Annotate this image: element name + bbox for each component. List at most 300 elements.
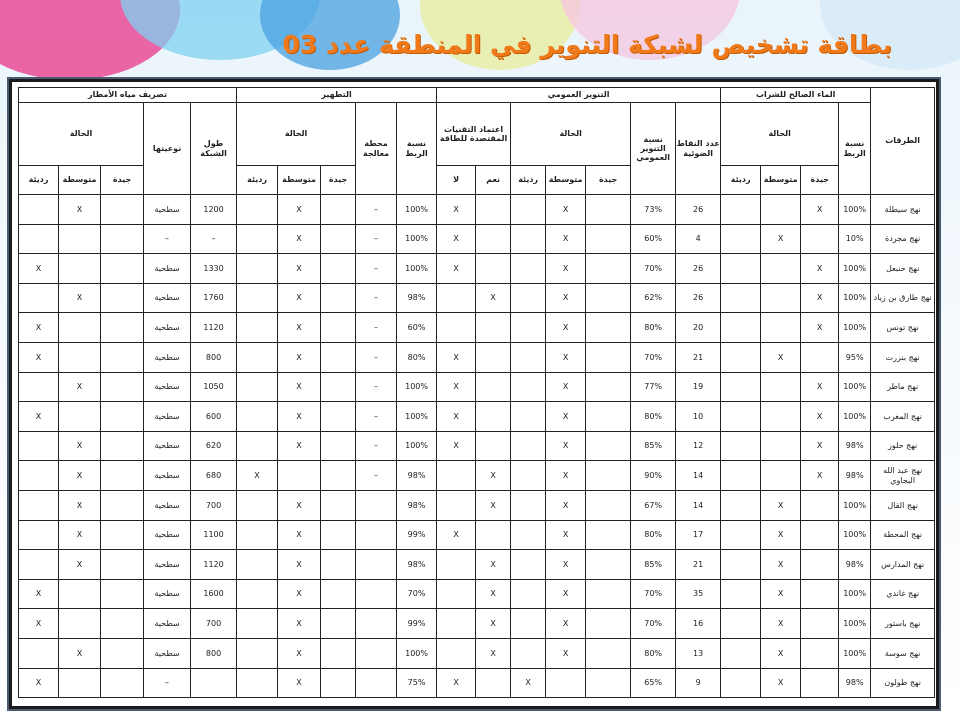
drainage-medium-cell: X <box>59 431 101 461</box>
energy-no-cell: X <box>437 224 476 254</box>
table-frame <box>9 79 939 709</box>
drainage-good-cell <box>101 550 144 580</box>
light-points-cell: 26 <box>676 254 721 284</box>
header-sanitation-status: الحالة <box>237 103 356 166</box>
road-name-cell: نهج ماطر <box>871 372 935 402</box>
header-sanitation-ratio: نسبة الربط <box>397 103 437 195</box>
lighting-ratio-cell: 80% <box>631 638 676 668</box>
drainage-medium-cell <box>59 224 101 254</box>
water-poor-cell <box>721 402 761 432</box>
water-medium-cell: X <box>761 520 801 550</box>
table-row <box>19 550 935 580</box>
drainage-medium-cell: X <box>59 372 101 402</box>
sanitation-ratio-cell: 98% <box>397 461 437 491</box>
lighting-ratio-cell: 80% <box>631 402 676 432</box>
road-name-cell: نهج غاندي <box>871 579 935 609</box>
energy-no-cell: X <box>437 520 476 550</box>
lighting-poor-cell <box>511 313 546 343</box>
network-length-cell: 800 <box>191 342 237 372</box>
sanitation-medium-cell: X <box>278 490 321 520</box>
lighting-medium-cell: X <box>546 402 586 432</box>
header-good: جيدة <box>801 166 839 195</box>
road-name-cell: نهج القال <box>871 490 935 520</box>
header-network-type: نوعيتها <box>144 103 191 195</box>
header-no: لا <box>437 166 476 195</box>
light-points-cell: 21 <box>676 550 721 580</box>
drainage-good-cell <box>101 609 144 639</box>
water-ratio-cell: 100% <box>839 490 871 520</box>
treatment-station-cell <box>356 579 397 609</box>
network-length-cell: 1120 <box>191 550 237 580</box>
lighting-good-cell <box>586 461 631 491</box>
energy-no-cell: X <box>437 195 476 225</box>
energy-no-cell <box>437 313 476 343</box>
sanitation-good-cell <box>321 579 356 609</box>
sanitation-poor-cell <box>237 638 278 668</box>
light-points-cell: 35 <box>676 579 721 609</box>
energy-yes-cell: X <box>476 609 511 639</box>
water-poor-cell <box>721 609 761 639</box>
network-length-cell: 1330 <box>191 254 237 284</box>
energy-no-cell: X <box>437 342 476 372</box>
drainage-poor-cell: X <box>19 342 59 372</box>
header-medium: متوسطة <box>761 166 801 195</box>
lighting-ratio-cell: 80% <box>631 520 676 550</box>
water-ratio-cell: 100% <box>839 195 871 225</box>
water-poor-cell <box>721 224 761 254</box>
water-poor-cell <box>721 638 761 668</box>
drainage-poor-cell: X <box>19 402 59 432</box>
drainage-poor-cell <box>19 195 59 225</box>
table-row <box>19 431 935 461</box>
sanitation-ratio-cell: 100% <box>397 372 437 402</box>
water-good-cell <box>801 490 839 520</box>
drainage-poor-cell <box>19 520 59 550</box>
lighting-medium-cell: X <box>546 224 586 254</box>
lighting-medium-cell <box>546 668 586 698</box>
table-row <box>19 461 935 491</box>
water-medium-cell <box>761 313 801 343</box>
light-points-cell: 20 <box>676 313 721 343</box>
sanitation-medium-cell: X <box>278 372 321 402</box>
network-type-cell: سطحية <box>144 283 191 313</box>
lighting-medium-cell: X <box>546 283 586 313</box>
sanitation-good-cell <box>321 224 356 254</box>
diagnosis-table <box>18 87 935 698</box>
network-length-cell: – <box>191 224 237 254</box>
header-sanitation: التطهير <box>237 88 437 103</box>
header-yes: نعم <box>476 166 511 195</box>
water-good-cell: X <box>801 402 839 432</box>
sanitation-good-cell <box>321 431 356 461</box>
network-type-cell: سطحية <box>144 461 191 491</box>
treatment-station-cell <box>356 550 397 580</box>
water-good-cell <box>801 520 839 550</box>
water-good-cell: X <box>801 313 839 343</box>
sanitation-good-cell <box>321 372 356 402</box>
header-water-ratio: نسبة الربط <box>839 103 871 195</box>
lighting-ratio-cell: 70% <box>631 342 676 372</box>
water-good-cell <box>801 579 839 609</box>
lighting-poor-cell <box>511 520 546 550</box>
treatment-station-cell: – <box>356 372 397 402</box>
lighting-medium-cell: X <box>546 431 586 461</box>
lighting-ratio-cell: 90% <box>631 461 676 491</box>
treatment-station-cell: – <box>356 224 397 254</box>
network-length-cell: 800 <box>191 638 237 668</box>
lighting-ratio-cell: 65% <box>631 668 676 698</box>
lighting-good-cell <box>586 520 631 550</box>
energy-yes-cell <box>476 402 511 432</box>
drainage-poor-cell: X <box>19 668 59 698</box>
water-medium-cell <box>761 461 801 491</box>
energy-yes-cell <box>476 342 511 372</box>
sanitation-ratio-cell: 100% <box>397 254 437 284</box>
network-length-cell: 700 <box>191 490 237 520</box>
lighting-good-cell <box>586 342 631 372</box>
drainage-good-cell <box>101 638 144 668</box>
energy-no-cell <box>437 490 476 520</box>
network-length-cell: 1200 <box>191 195 237 225</box>
lighting-ratio-cell: 60% <box>631 224 676 254</box>
road-name-cell: نهج حلوز <box>871 431 935 461</box>
energy-yes-cell <box>476 254 511 284</box>
network-length-cell: 620 <box>191 431 237 461</box>
lighting-good-cell <box>586 283 631 313</box>
header-light-points: عدد النقاط الضوئية <box>676 103 721 195</box>
drainage-good-cell <box>101 283 144 313</box>
sanitation-poor-cell <box>237 668 278 698</box>
sanitation-medium-cell: X <box>278 224 321 254</box>
sanitation-ratio-cell: 98% <box>397 283 437 313</box>
light-points-cell: 14 <box>676 490 721 520</box>
lighting-ratio-cell: 67% <box>631 490 676 520</box>
page-title: بطاقة تشخيص لشبكة التنوير في المنطقة عدد 03 <box>282 30 892 59</box>
water-medium-cell <box>761 254 801 284</box>
water-poor-cell <box>721 431 761 461</box>
network-type-cell: سطحية <box>144 520 191 550</box>
header-lighting: التنوير العمومي <box>437 88 721 103</box>
sanitation-good-cell <box>321 490 356 520</box>
lighting-good-cell <box>586 372 631 402</box>
water-poor-cell <box>721 520 761 550</box>
energy-yes-cell: X <box>476 638 511 668</box>
sanitation-poor-cell <box>237 431 278 461</box>
drainage-poor-cell: X <box>19 254 59 284</box>
lighting-good-cell <box>586 402 631 432</box>
header-poor: رديئة <box>19 166 59 195</box>
drainage-medium-cell <box>59 402 101 432</box>
drainage-poor-cell <box>19 372 59 402</box>
treatment-station-cell <box>356 490 397 520</box>
lighting-medium-cell: X <box>546 372 586 402</box>
energy-yes-cell: X <box>476 550 511 580</box>
drainage-poor-cell <box>19 638 59 668</box>
network-type-cell: – <box>144 224 191 254</box>
water-good-cell <box>801 342 839 372</box>
water-good-cell <box>801 638 839 668</box>
drainage-medium-cell: X <box>59 283 101 313</box>
road-name-cell: نهج طارق بن زياد <box>871 283 935 313</box>
sanitation-poor-cell <box>237 550 278 580</box>
sanitation-medium-cell: X <box>278 195 321 225</box>
lighting-good-cell <box>586 609 631 639</box>
energy-no-cell <box>437 550 476 580</box>
network-type-cell: سطحية <box>144 254 191 284</box>
treatment-station-cell <box>356 668 397 698</box>
energy-yes-cell: X <box>476 490 511 520</box>
lighting-poor-cell <box>511 342 546 372</box>
sanitation-medium-cell: X <box>278 254 321 284</box>
table-row <box>19 668 935 698</box>
network-type-cell: سطحية <box>144 372 191 402</box>
drainage-medium-cell <box>59 609 101 639</box>
sanitation-ratio-cell: 100% <box>397 402 437 432</box>
drainage-medium-cell: X <box>59 520 101 550</box>
sanitation-ratio-cell: 98% <box>397 490 437 520</box>
water-poor-cell <box>721 195 761 225</box>
lighting-medium-cell: X <box>546 313 586 343</box>
sanitation-poor-cell <box>237 520 278 550</box>
lighting-poor-cell <box>511 283 546 313</box>
network-type-cell: سطحية <box>144 402 191 432</box>
road-name-cell: نهج تونس <box>871 313 935 343</box>
drainage-medium-cell <box>59 313 101 343</box>
light-points-cell: 26 <box>676 283 721 313</box>
lighting-poor-cell <box>511 254 546 284</box>
lighting-poor-cell <box>511 550 546 580</box>
lighting-medium-cell: X <box>546 342 586 372</box>
lighting-ratio-cell: 70% <box>631 609 676 639</box>
lighting-good-cell <box>586 313 631 343</box>
treatment-station-cell <box>356 609 397 639</box>
water-ratio-cell: 100% <box>839 254 871 284</box>
drainage-good-cell <box>101 402 144 432</box>
water-ratio-cell: 98% <box>839 550 871 580</box>
energy-no-cell <box>437 609 476 639</box>
header-drainage-status: الحالة <box>19 103 144 166</box>
water-good-cell: X <box>801 431 839 461</box>
sanitation-medium-cell: X <box>278 550 321 580</box>
water-medium-cell: X <box>761 224 801 254</box>
sanitation-good-cell <box>321 550 356 580</box>
sanitation-poor-cell <box>237 402 278 432</box>
sanitation-ratio-cell: 60% <box>397 313 437 343</box>
header-good: جيدة <box>586 166 631 195</box>
drainage-good-cell <box>101 254 144 284</box>
lighting-good-cell <box>586 431 631 461</box>
road-name-cell: نهج حنبعل <box>871 254 935 284</box>
drainage-poor-cell <box>19 490 59 520</box>
network-length-cell: 1050 <box>191 372 237 402</box>
energy-no-cell <box>437 461 476 491</box>
lighting-good-cell <box>586 224 631 254</box>
sanitation-poor-cell <box>237 579 278 609</box>
header-network-length: طول الشبكة <box>191 103 237 195</box>
water-medium-cell <box>761 431 801 461</box>
energy-yes-cell <box>476 195 511 225</box>
drainage-medium-cell: X <box>59 461 101 491</box>
water-medium-cell: X <box>761 579 801 609</box>
light-points-cell: 13 <box>676 638 721 668</box>
drainage-medium-cell <box>59 668 101 698</box>
lighting-poor-cell <box>511 372 546 402</box>
lighting-poor-cell <box>511 461 546 491</box>
light-points-cell: 4 <box>676 224 721 254</box>
water-poor-cell <box>721 254 761 284</box>
water-good-cell <box>801 609 839 639</box>
water-medium-cell: X <box>761 550 801 580</box>
header-roads: الطرقات <box>871 88 935 195</box>
network-type-cell: سطحية <box>144 609 191 639</box>
table-row <box>19 609 935 639</box>
header-lighting-status: الحالة <box>511 103 631 166</box>
road-name-cell: نهج سيطلة <box>871 195 935 225</box>
header-treatment-station: محطة معالجة <box>356 103 397 195</box>
road-name-cell: نهج عبد الله البجاوي <box>871 461 935 491</box>
drainage-good-cell <box>101 490 144 520</box>
table-row <box>19 520 935 550</box>
lighting-medium-cell: X <box>546 490 586 520</box>
network-type-cell: سطحية <box>144 579 191 609</box>
lighting-poor-cell <box>511 224 546 254</box>
network-length-cell: 700 <box>191 609 237 639</box>
water-good-cell: X <box>801 461 839 491</box>
drainage-poor-cell <box>19 550 59 580</box>
table-row <box>19 254 935 284</box>
lighting-good-cell <box>586 550 631 580</box>
sanitation-ratio-cell: 99% <box>397 609 437 639</box>
water-ratio-cell: 100% <box>839 638 871 668</box>
sanitation-medium-cell <box>278 461 321 491</box>
sanitation-ratio-cell: 99% <box>397 520 437 550</box>
energy-no-cell: X <box>437 402 476 432</box>
water-good-cell: X <box>801 254 839 284</box>
drainage-poor-cell <box>19 431 59 461</box>
sanitation-poor-cell <box>237 372 278 402</box>
header-poor: رديئة <box>721 166 761 195</box>
energy-no-cell: X <box>437 254 476 284</box>
lighting-ratio-cell: 85% <box>631 431 676 461</box>
water-ratio-cell: 98% <box>839 461 871 491</box>
sanitation-poor-cell <box>237 313 278 343</box>
drainage-good-cell <box>101 520 144 550</box>
lighting-ratio-cell: 70% <box>631 579 676 609</box>
header-poor: رديئة <box>511 166 546 195</box>
light-points-cell: 10 <box>676 402 721 432</box>
sanitation-good-cell <box>321 313 356 343</box>
treatment-station-cell: – <box>356 254 397 284</box>
header-medium: متوسطة <box>546 166 586 195</box>
drainage-medium-cell: X <box>59 550 101 580</box>
lighting-good-cell <box>586 638 631 668</box>
drainage-good-cell <box>101 195 144 225</box>
network-length-cell: 600 <box>191 402 237 432</box>
sanitation-ratio-cell: 100% <box>397 224 437 254</box>
lighting-ratio-cell: 77% <box>631 372 676 402</box>
water-ratio-cell: 98% <box>839 431 871 461</box>
water-good-cell: X <box>801 372 839 402</box>
header-water-status: الحالة <box>721 103 839 166</box>
lighting-medium-cell: X <box>546 254 586 284</box>
water-poor-cell <box>721 579 761 609</box>
sanitation-ratio-cell: 75% <box>397 668 437 698</box>
drainage-medium-cell <box>59 254 101 284</box>
water-poor-cell <box>721 668 761 698</box>
drainage-good-cell <box>101 461 144 491</box>
water-medium-cell <box>761 402 801 432</box>
water-good-cell <box>801 668 839 698</box>
water-medium-cell: X <box>761 638 801 668</box>
sanitation-medium-cell: X <box>278 402 321 432</box>
sanitation-poor-cell <box>237 342 278 372</box>
lighting-medium-cell: X <box>546 520 586 550</box>
energy-yes-cell <box>476 520 511 550</box>
water-good-cell: X <box>801 195 839 225</box>
drainage-medium-cell <box>59 342 101 372</box>
treatment-station-cell: – <box>356 461 397 491</box>
treatment-station-cell <box>356 638 397 668</box>
network-length-cell: 1120 <box>191 313 237 343</box>
water-medium-cell: X <box>761 342 801 372</box>
sanitation-medium-cell: X <box>278 313 321 343</box>
sanitation-medium-cell: X <box>278 283 321 313</box>
water-ratio-cell: 100% <box>839 283 871 313</box>
sanitation-ratio-cell: 100% <box>397 195 437 225</box>
drainage-good-cell <box>101 579 144 609</box>
water-ratio-cell: 100% <box>839 313 871 343</box>
sanitation-ratio-cell: 100% <box>397 638 437 668</box>
lighting-poor-cell <box>511 195 546 225</box>
energy-yes-cell <box>476 313 511 343</box>
light-points-cell: 12 <box>676 431 721 461</box>
water-ratio-cell: 100% <box>839 402 871 432</box>
header-good: جيدة <box>321 166 356 195</box>
header-water: الماء الصالح للشراب <box>721 88 871 103</box>
lighting-ratio-cell: 70% <box>631 254 676 284</box>
header-poor: رديئة <box>237 166 278 195</box>
lighting-good-cell <box>586 668 631 698</box>
sanitation-poor-cell <box>237 254 278 284</box>
water-ratio-cell: 100% <box>839 579 871 609</box>
drainage-poor-cell: X <box>19 579 59 609</box>
road-name-cell: نهج مجردة <box>871 224 935 254</box>
header-drainage: تصريف مياه الأمطار <box>19 88 237 103</box>
light-points-cell: 14 <box>676 461 721 491</box>
energy-no-cell <box>437 579 476 609</box>
light-points-cell: 9 <box>676 668 721 698</box>
network-length-cell: 680 <box>191 461 237 491</box>
drainage-good-cell <box>101 342 144 372</box>
water-poor-cell <box>721 490 761 520</box>
drainage-medium-cell: X <box>59 638 101 668</box>
water-ratio-cell: 10% <box>839 224 871 254</box>
road-name-cell: نهج سوسة <box>871 638 935 668</box>
energy-yes-cell: X <box>476 461 511 491</box>
energy-no-cell <box>437 638 476 668</box>
sanitation-ratio-cell: 100% <box>397 431 437 461</box>
sanitation-poor-cell: X <box>237 461 278 491</box>
sanitation-good-cell <box>321 402 356 432</box>
sanitation-medium-cell: X <box>278 609 321 639</box>
water-ratio-cell: 100% <box>839 609 871 639</box>
sanitation-medium-cell: X <box>278 638 321 668</box>
sanitation-poor-cell <box>237 609 278 639</box>
energy-yes-cell <box>476 224 511 254</box>
lighting-good-cell <box>586 195 631 225</box>
table-row <box>19 195 935 225</box>
lighting-ratio-cell: 85% <box>631 550 676 580</box>
